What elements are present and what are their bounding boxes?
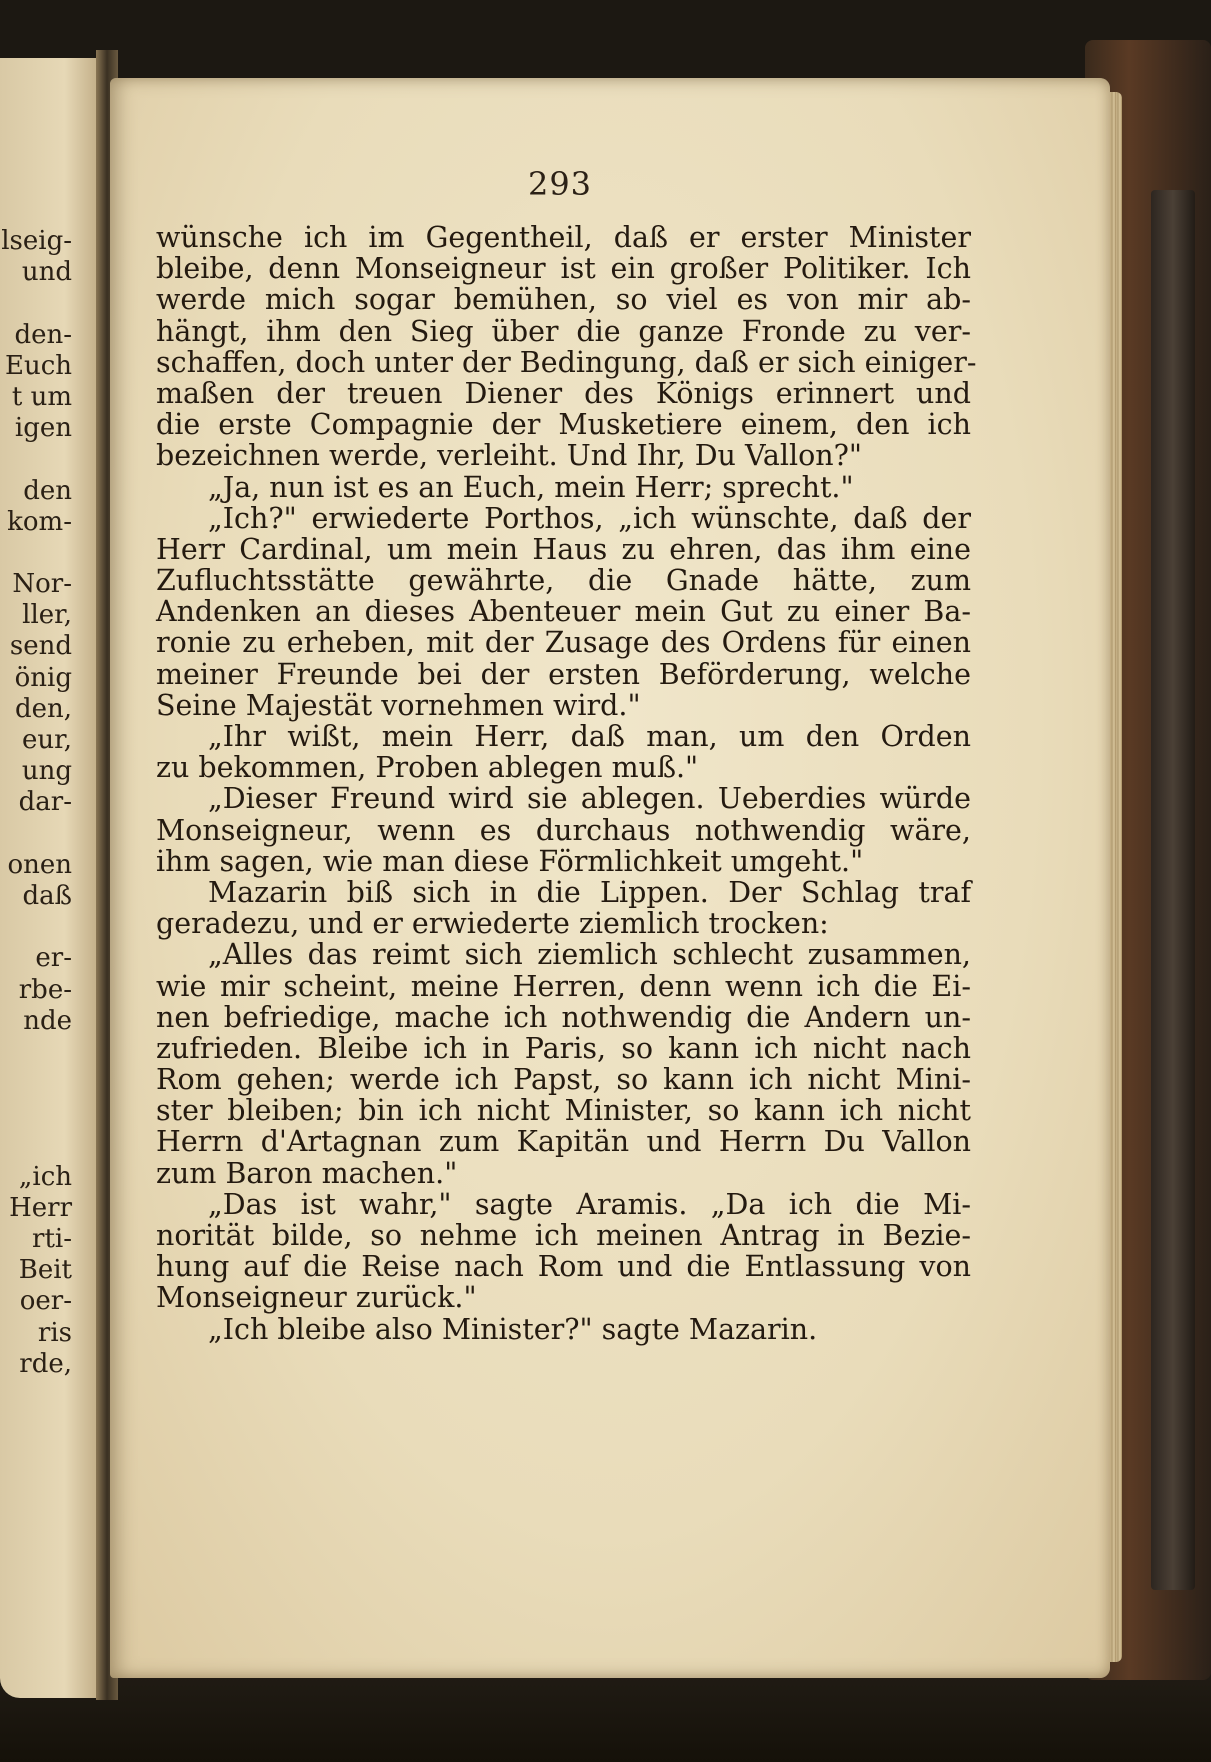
fragment-line <box>0 1068 72 1099</box>
text-line: Herrn d'Artagnan zum Kapitän und Herrn Du Vallon <box>156 1125 971 1159</box>
text-line: bezeichnen werde, verleiht. Und Ihr, Du Vallon?" <box>156 439 863 473</box>
fragment-line <box>0 819 72 850</box>
text-line: ihm sagen, wie man diese Förmlichkeit umgeht." <box>156 844 864 878</box>
fragment-line: onen <box>7 849 72 880</box>
left-page-text-fragments <box>0 226 72 1380</box>
fragment-line: rbe- <box>18 974 72 1005</box>
text-line: wünsche ich im Gegentheil, daß er erster Minister <box>156 221 971 254</box>
fragment-line: rde, <box>19 1348 72 1379</box>
text-line: zum Baron machen." <box>156 1156 458 1190</box>
text-line: hung auf die Reise nach Rom und die Entlassung von <box>156 1250 971 1284</box>
fragment-line <box>0 1099 72 1130</box>
leather-spine-strip <box>1151 190 1195 1590</box>
text-line: zu bekommen, Proben ablegen muß." <box>156 751 699 785</box>
fragment-line <box>0 538 72 569</box>
fragment-line: nde <box>23 1005 72 1036</box>
text-line: ronie zu erheben, mit der Zusage des Ordens für einen <box>156 626 971 660</box>
fragment-line: Nor- <box>12 569 72 600</box>
text-line: maßen der treuen Diener des Königs erinnert und <box>156 376 971 410</box>
text-line: Monseigneur, wenn es durchaus nothwendig wäre, <box>156 813 971 847</box>
fragment-line <box>0 288 72 319</box>
fragment-line: er- <box>35 943 72 974</box>
page-number: 293 <box>527 165 593 203</box>
fragment-line: ris <box>37 1317 72 1348</box>
fragment-line: Euch <box>4 350 72 381</box>
text-line: geradezu, und er erwiederte ziemlich trocken: <box>156 907 829 941</box>
text-line: „Ich?" erwiederte Porthos, „ich wünschte, daß der <box>208 501 971 535</box>
fragment-line: ung <box>21 756 72 787</box>
fragment-line: Beit <box>18 1255 72 1286</box>
fragment-line: önig <box>14 662 72 693</box>
text-line: Seine Majestät vornehmen wird." <box>156 688 641 722</box>
fragment-line <box>0 912 72 943</box>
text-line: „Ich bleibe also Minister?" sagte Mazarin. <box>208 1312 818 1346</box>
text-line: Mazarin biß sich in die Lippen. Der Schlag traf <box>208 875 971 909</box>
text-line: wie mir scheint, meine Herren, denn wenn ich die Ei- <box>156 969 971 1003</box>
fragment-line: ller, <box>22 600 72 631</box>
fragment-line: „ich <box>18 1161 72 1192</box>
fragment-line: igen <box>14 413 72 444</box>
fragment-line: rti- <box>32 1224 72 1254</box>
text-line: „Ja, nun ist es an Euch, mein Herr; sprecht." <box>208 470 854 504</box>
fragment-line: t um <box>11 381 72 412</box>
text-line: „Dieser Freund wird sie ablegen. Ueberdies würde <box>208 782 971 816</box>
fragment-line: send <box>9 631 72 662</box>
text-line: „Das ist wahr," sagte Aramis. „Da ich die Mi- <box>208 1187 971 1221</box>
fragment-line: und <box>21 257 72 288</box>
text-line: zufrieden. Bleibe ich in Paris, so kann ich nicht nach <box>156 1031 971 1065</box>
text-line: „Alles das reimt sich ziemlich schlecht zusammen, <box>208 938 971 972</box>
text-line: werde mich sogar bemühen, so viel es von mir ab- <box>156 283 971 317</box>
page-body-text <box>156 221 977 1346</box>
text-line: Rom gehen; werde ich Papst, so kann ich nicht Mini- <box>156 1063 971 1097</box>
text-line: Zufluchtsstätte gewährte, die Gnade hätte, zum <box>156 564 971 598</box>
fragment-line: kom- <box>7 506 72 537</box>
fragment-line <box>0 1037 72 1068</box>
fragment-line: Herr <box>9 1192 72 1223</box>
text-line: hängt, ihm den Sieg über die ganze Fronde zu ver- <box>156 314 971 348</box>
fragment-line: den <box>23 475 72 506</box>
text-line: „Ihr wißt, mein Herr, daß man, um den Orden <box>208 720 971 753</box>
text-line: die erste Compagnie der Musketiere einem, den ich <box>156 408 971 442</box>
text-line: Monseigneur zurück." <box>156 1281 477 1315</box>
fragment-line: den- <box>14 319 72 350</box>
fragment-line: lseig- <box>1 226 72 256</box>
fragment-line: dar- <box>18 787 72 818</box>
text-line: Herr Cardinal, um mein Haus zu ehren, das ihm eine <box>156 532 971 566</box>
fragment-line <box>0 444 72 475</box>
fragment-line: den, <box>14 693 72 724</box>
text-line: nen befriedige, mache ich nothwendig die Andern un- <box>156 1000 971 1034</box>
text-line: Andenken an dieses Abenteuer mein Gut zu einer Ba- <box>156 595 971 629</box>
fragment-line: daß <box>22 880 72 911</box>
text-line: norität bilde, so nehme ich meinen Antrag in Bezie- <box>156 1219 971 1252</box>
text-line: ster bleiben; bin ich nicht Minister, so kann ich nicht <box>156 1094 971 1128</box>
text-line: meiner Freunde bei der ersten Beförderung, welche <box>156 657 971 691</box>
text-line: schaffen, doch unter der Bedingung, daß er sich einiger- <box>156 345 977 379</box>
fragment-line: eur, <box>22 725 72 755</box>
fragment-line <box>0 1130 72 1161</box>
text-line: bleibe, denn Monseigneur ist ein großer Politiker. Ich <box>156 252 971 286</box>
fragment-line: oer- <box>19 1286 72 1317</box>
